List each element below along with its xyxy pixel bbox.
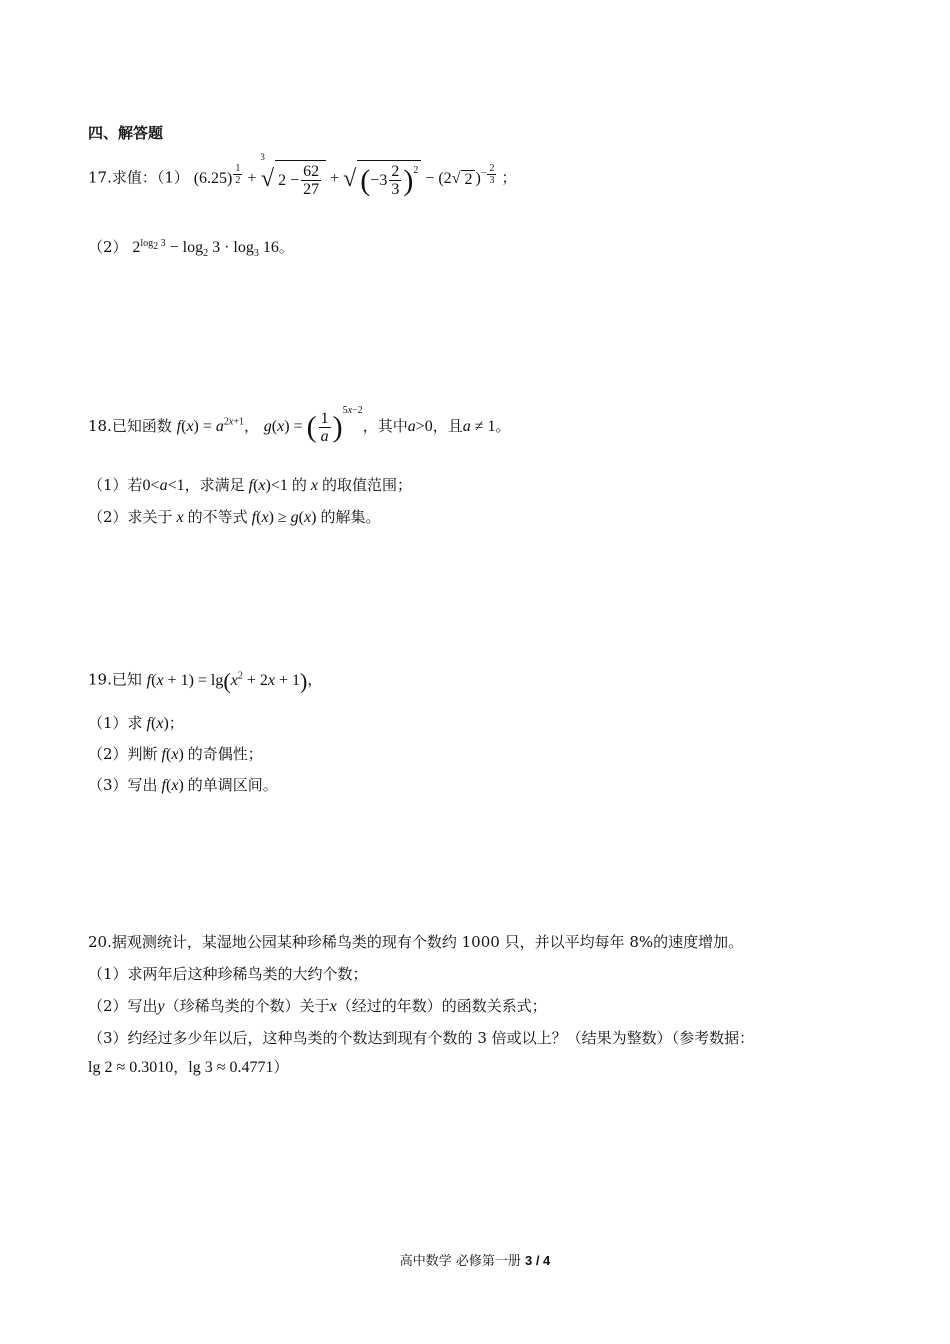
q18-tail-a: ，其中 <box>362 417 408 436</box>
q18-p1-range: 0<a<1 <box>142 477 185 494</box>
q18-g-definition: g(x) = ( $\frac{1}{a}$ )$^{5x-2}$ <box>263 404 363 445</box>
q19-p2-fx: f(x) <box>161 746 188 763</box>
q17-p1-tail: ； <box>501 168 517 187</box>
q19-tail: ， <box>307 670 323 689</box>
q20-text: 据观测统计，某湿地公园某种珍稀鸟类的现有个数约 1000 只，并以平均每年 8%的速度增加。 <box>111 933 744 951</box>
q18-mid: ， <box>244 417 260 436</box>
page-number: 3 / 4 <box>524 1253 551 1268</box>
q18-f-definition: $f(x) = a^{2x+1}$ <box>176 416 244 436</box>
q19-p1-label: （1）求 <box>88 714 143 732</box>
q18-p2-inequality: f(x) ≥ g(x) <box>251 509 321 526</box>
question-20-part-2 <box>88 995 547 1016</box>
question-18-part-1 <box>88 474 412 495</box>
q19-p3-label: （3）写出 <box>88 776 158 794</box>
q17-number: 17. <box>88 168 112 187</box>
question-17-part-2 <box>88 236 294 260</box>
question-19-part-1 <box>88 712 184 733</box>
question-20-part-3: （3）约经过多少年以后，这种鸟类的个数达到现有个数的 3 倍或以上？（结果为整数）（参考数据： <box>88 1029 755 1047</box>
question-20-part-1: （1）求两年后这种珍稀鸟类的大约个数； <box>88 965 368 983</box>
q20-p2-a: （2）写出 <box>88 997 158 1015</box>
q19-lead: 已知 <box>111 670 142 689</box>
q18-number: 18. <box>88 417 112 436</box>
question-19-part-3 <box>88 774 278 795</box>
q20-ref-end: ） <box>273 1058 289 1076</box>
q19-number: 19. <box>88 670 112 689</box>
q18-lead: 已知函数 <box>111 417 172 436</box>
q19-p2-tail: 的奇偶性； <box>187 745 263 763</box>
q20-p2-y: y <box>157 998 165 1015</box>
q17-p1-label: （1） <box>156 168 189 187</box>
q20-p2-c: （经过的年数）的函数关系式； <box>336 997 547 1015</box>
q19-p1-fx: f(x) <box>146 715 169 732</box>
q19-p1-tail: ； <box>168 714 184 732</box>
q17-lead: 求值： <box>111 168 157 187</box>
q18-p1-mid: ，求满足 <box>184 476 245 494</box>
q19-p2-label: （2）判断 <box>88 745 158 763</box>
section-title: 四、解答题 <box>88 124 164 142</box>
q20-ref-lg2: lg 2 ≈ 0.3010 <box>88 1059 174 1076</box>
question-18 <box>88 404 511 445</box>
q18-p2-label: （2）求关于 <box>88 508 173 526</box>
q20-number: 20. <box>88 933 112 951</box>
q18-p2-mid: 的不等式 <box>187 508 248 526</box>
q18-p1-tail: 的 <box>291 476 307 494</box>
q18-cond-2: a ≠ 1 <box>462 418 496 436</box>
question-17 <box>88 152 517 198</box>
footer-text: 高中数学 必修第一册 <box>399 1254 525 1269</box>
q18-cond-1: a>0 <box>407 418 433 436</box>
q18-p1-var: x <box>310 477 318 494</box>
q18-tail-b: ，且 <box>432 417 463 436</box>
q17-p2-tail: 。 <box>278 238 294 256</box>
q18-p2-var: x <box>176 509 184 526</box>
q18-p1-label: （1）若 <box>88 476 143 494</box>
q18-p1-end: 的取值范围； <box>322 476 413 494</box>
q20-p2-b: （珍稀鸟类的个数）关于 <box>164 997 330 1015</box>
question-20-reference <box>88 1056 289 1077</box>
q17-p2-expression: $2^{log_2 3} - \log_2 3 \cdot \log_3 16$ <box>132 237 279 260</box>
q18-tail-c: 。 <box>495 417 511 436</box>
question-19-part-2 <box>88 743 263 764</box>
q17-p2-label: （2） <box>88 238 128 256</box>
question-20 <box>88 931 743 952</box>
question-19 <box>88 668 322 694</box>
q19-p3-fx: f(x) <box>161 777 188 794</box>
q20-ref-sep: ， <box>173 1058 189 1076</box>
q18-p2-tail: 的解集。 <box>320 508 381 526</box>
page-footer <box>0 1250 950 1269</box>
q20-p2-x: x <box>329 998 337 1015</box>
question-18-part-2 <box>88 506 380 527</box>
q18-p1-inequality: f(x)<1 <box>248 477 292 494</box>
q17-p1-expression: (6.25) $^{\frac{1}{2}}$ + 3 √ 2 − $\frac{62}{27}$ + √ ( −3 $\frac{2}{3}$ ) $^2$ − (2 √ 2 )$^{- \frac{2}{3}}$ <box>193 152 495 198</box>
q20-ref-lg3: lg 3 ≈ 0.4771 <box>188 1059 274 1076</box>
q19-p3-tail: 的单调区间。 <box>187 776 278 794</box>
q19-definition: $f(x + 1) = \lg(x^2 + 2x + 1)$ <box>146 668 308 693</box>
